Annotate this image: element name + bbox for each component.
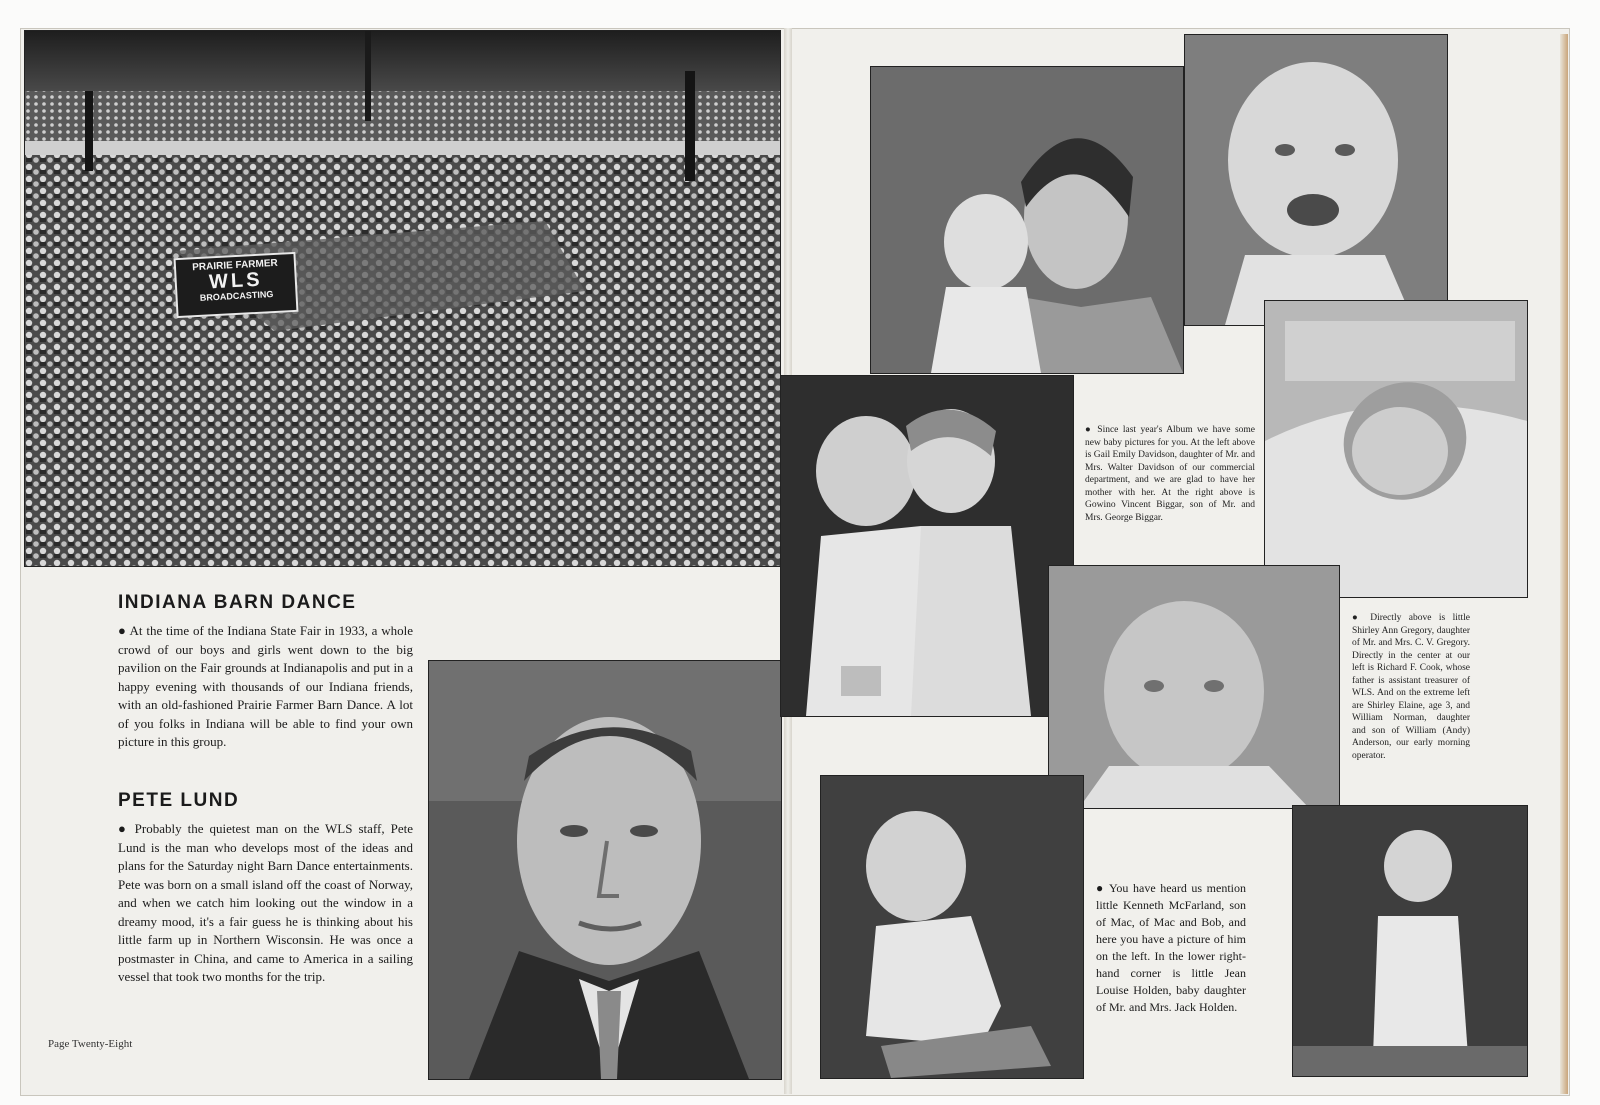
pete-portrait-image <box>429 661 781 1079</box>
davidson-photo-image <box>871 67 1183 373</box>
caption-davidson <box>1085 424 1255 524</box>
indiana-body <box>118 622 413 752</box>
anderson-photo <box>780 375 1074 717</box>
banner-line-1: PRAIRIE FARMER <box>191 257 278 274</box>
cook-photo <box>1048 565 1340 809</box>
caption-mcfarland-text: You have heard us mention little Kenneth McFarland, son of Mac, of Mac and Bob, and here you have a picture of him on the left. In the lower right-hand corner is little Jean Louise Holden, baby daughter of Mr. and Mrs. Jack Holden. <box>1096 881 1246 1014</box>
banner-line-3: BROADCASTING <box>199 289 274 303</box>
holden-photo-image <box>1293 806 1527 1076</box>
page-edge <box>1560 34 1568 1094</box>
gregory-photo-image <box>1265 301 1527 597</box>
gregory-photo <box>1264 300 1528 598</box>
holden-photo <box>1292 805 1528 1077</box>
caption-gregory <box>1352 612 1470 762</box>
banner-line-2: WLS <box>208 268 264 294</box>
indiana-heading: INDIANA BARN DANCE <box>118 592 357 613</box>
pete-body-text: Probably the quietest man on the WLS staff, Pete Lund is the man who develops most of the ideas and plans for the Saturday night Barn Dance entertainments. Pete was born on a small island off the coast of Norway, and when we catch him looking out the window in a dreamy mood, it's a fair guess he is thinking about his little farm up in Northern Wisconsin. He was once a postmaster in China, and came to America in a sailing vessel that took two months for the trip. <box>118 821 413 984</box>
caption-davidson-text: Since last year's Album we have some new baby pictures for you. At the left above is Gail Emily Davidson, daughter of Mr. and Mrs. Walter Davidson of our commercial department, and we are glad to have her mother with her. At the right above is Gowino Vincent Biggar, son of Mr. and Mrs. George Biggar. <box>1085 425 1256 523</box>
davidson-photo <box>870 66 1184 374</box>
indiana-body-text: At the time of the Indiana State Fair in 1933, a whole crowd of our boys and girls went down to the big pavilion on the Fair grounds at Indianapolis and put in a happy evening with thousands of our Indiana friends, with an old-fashioned Prairie Farmer Barn Dance. A lot of you folks in Indiana will be able to find your own picture in this group. <box>118 623 413 749</box>
pete-heading: PETE LUND <box>118 790 240 811</box>
crowd-photo <box>24 30 781 567</box>
prairie-farmer-banner <box>174 252 299 318</box>
caption-davidson-bullet: ● <box>1085 425 1093 435</box>
caption-gregory-text: Directly above is little Shirley Ann Gregory, daughter of Mr. and Mrs. C. V. Gregory. Directly in the center at our left is Richard F. Cook, whose father is assistant treasurer of WLS. And on the extreme left are Shirley Elaine, age 3, and William Norman, daughter and son of William (Andy) Anderson, our early morning operator. <box>1352 613 1470 761</box>
pete-body <box>118 820 413 987</box>
anderson-photo-image <box>781 376 1073 716</box>
pete-lund-portrait <box>428 660 782 1080</box>
indiana-bullet: ● <box>118 623 127 638</box>
biggar-photo <box>1184 34 1448 326</box>
caption-gregory-bullet: ● <box>1352 613 1363 623</box>
cook-photo-image <box>1049 566 1339 808</box>
biggar-photo-image <box>1185 35 1447 325</box>
caption-mcfarland <box>1096 880 1246 1016</box>
mcfarland-photo-image <box>821 776 1083 1078</box>
pete-bullet: ● <box>118 821 129 836</box>
caption-mcfarland-bullet: ● <box>1096 881 1105 895</box>
crowd-photo-image <box>25 31 780 566</box>
mcfarland-photo <box>820 775 1084 1079</box>
page-folio: Page Twenty-Eight <box>48 1038 133 1050</box>
